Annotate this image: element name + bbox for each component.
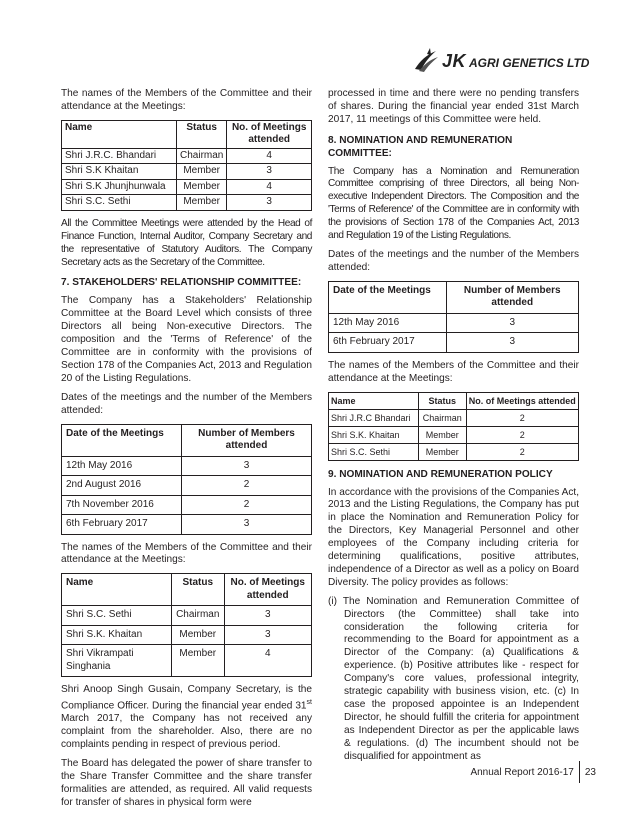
cell: Shri S.C. Sethi	[329, 443, 419, 460]
table-row	[329, 426, 579, 443]
table-row	[62, 164, 312, 180]
cell: Chairman	[419, 409, 467, 426]
table-header-row	[329, 392, 579, 409]
src-attendance-table	[61, 573, 312, 677]
cell: Member	[177, 179, 227, 195]
col-members-attended: Number of Members attended	[182, 424, 312, 456]
cell: Member	[172, 625, 225, 645]
table-header-row	[62, 574, 312, 606]
logo-text	[442, 51, 589, 72]
table-row	[329, 409, 579, 426]
compliance-sup: st	[306, 699, 312, 707]
table-row	[329, 443, 579, 460]
table-row	[62, 148, 312, 164]
cell: 7th November 2016	[62, 495, 182, 515]
leaf-logo-icon	[412, 47, 440, 73]
table-row	[62, 456, 312, 476]
cell: 12th May 2016	[62, 456, 182, 476]
table-row	[329, 313, 579, 333]
col-members-attended: Number of Members attended	[446, 281, 579, 313]
page-footer	[470, 761, 596, 783]
cell: 3	[227, 164, 312, 180]
cell: 4	[227, 148, 312, 164]
col-date: Date of the Meetings	[62, 424, 182, 456]
cell: Shri S.C. Sethi	[62, 195, 177, 211]
cell: 3	[182, 456, 312, 476]
nrc-attendance-intro: The names of the Members of the Committee and their attendance at the Meetings:	[328, 359, 579, 384]
col-name: Name	[329, 392, 419, 409]
compliance-text-b: March 2017, the Company has not received any complaint from the shareholder. Also, there are no complaints pending in respect of previous period.	[61, 713, 312, 751]
cell: Shri S.C. Sethi	[62, 606, 172, 626]
cell: 6th February 2017	[62, 515, 182, 535]
cell: Shri S.K. Khaitan	[62, 625, 172, 645]
cell: 3	[446, 313, 579, 333]
col-name: Name	[62, 120, 177, 148]
cell: 2	[182, 476, 312, 496]
src-attendance-intro: The names of the Members of the Committee and their attendance at the Meetings:	[61, 541, 312, 566]
table-row	[62, 495, 312, 515]
logo-company-name: AGRI GENETICS LTD	[469, 56, 590, 70]
audit-committee-attendance-table	[61, 120, 312, 211]
attendance-intro: The names of the Members of the Committee and their attendance at the Meetings:	[61, 88, 312, 112]
table-row	[62, 476, 312, 496]
left-column	[61, 88, 312, 816]
cell: Shri S.K. Khaitan	[329, 426, 419, 443]
cell: 6th February 2017	[329, 333, 447, 353]
cell: Member	[419, 426, 467, 443]
section-7-paragraph: The Company has a Stakeholders' Relationship Committee at the Board Level which consists of three Directors all being Non-executive Directors. The composition and the 'Terms of Reference' of the Committee are in conformity with the provisions of Section 178 of the Companies Act, 2013 and Regulation 20 of the Listing Regulations.	[61, 295, 312, 384]
table-row	[62, 195, 312, 211]
cell: 4	[227, 179, 312, 195]
table-row	[62, 645, 312, 677]
table-row	[62, 606, 312, 626]
table-header-row	[329, 281, 579, 313]
nrc-dates-intro: Dates of the meetings and the number of the Members attended:	[328, 248, 579, 273]
cell: 3	[446, 333, 579, 353]
cell: 2	[182, 495, 312, 515]
section-9-heading: 9. NOMINATION AND REMUNERATION POLICY	[328, 468, 553, 480]
cell: Shri Vikrampati Singhania	[62, 645, 172, 677]
table-header-row	[62, 120, 312, 148]
cell: 3	[224, 606, 312, 626]
src-meeting-dates-table	[61, 424, 312, 535]
footer-report-title: Annual Report 2016-17	[470, 767, 574, 778]
nrc-attendance-table	[328, 392, 579, 461]
cell: 4	[224, 645, 312, 677]
cell: Shri J.R.C Bhandari	[329, 409, 419, 426]
col-meetings: No. of Meetings attended	[224, 574, 312, 606]
col-meetings: No. of Meetings attended	[227, 120, 312, 148]
cell: Member	[419, 443, 467, 460]
cell: 3	[227, 195, 312, 211]
cell: 3	[182, 515, 312, 535]
cell: Member	[172, 645, 225, 677]
col-status: Status	[172, 574, 225, 606]
cell: 2	[466, 409, 579, 426]
table-header-row	[62, 424, 312, 456]
section-9-paragraph: In accordance with the provisions of the Companies Act, 2013 and the Listing Regulations, the Company has put in place the Nomination and Remuneration Policy for the Directors, Key Managerial Personnel and other employees of the Company including criteria for determining qualifications, positive attributes, independence of a Director as well as a policy on Board Diversity. The policy provides as follows:	[328, 486, 579, 588]
section-8-paragraph: The Company has a Nomination and Remuneration Committee comprising of three Directors, all being Non-executive Independent Directors. The Composition and the 'Terms of Reference' of the Committee are in conformity with the provisions of Section 178 of the Companies Act, 2013 and Regulation 19 of the Listing Regulations.	[328, 165, 579, 242]
col-status: Status	[177, 120, 227, 148]
col-name: Name	[62, 574, 172, 606]
cell: Shri S.K Jhunjhunwala	[62, 179, 177, 195]
cell: Chairman	[172, 606, 225, 626]
table-row	[62, 625, 312, 645]
page-number: 23	[584, 767, 596, 778]
company-logo	[412, 47, 590, 75]
cell: 2	[466, 426, 579, 443]
meeting-dates-intro: Dates of the meetings and the number of the Members attended:	[61, 391, 312, 416]
compliance-text-a: Shri Anoop Singh Gusain, Company Secretary, is the Compliance Officer. During the financial year ended 31	[61, 684, 312, 712]
cell: Chairman	[177, 148, 227, 164]
cell: Member	[177, 195, 227, 211]
cell: Shri S.K Khaitan	[62, 164, 177, 180]
committee-attendance-note: All the Committee Meetings were attended by the Head of Finance Function, Internal Auditor, Company Secretary and the representative of Statutory Auditors. The Company Secretary acts as the Secretary of the Committee.	[61, 217, 312, 268]
footer-divider	[579, 761, 580, 783]
continued-paragraph: processed in time and there were no pending transfers of shares. During the financial year ended 31st March 2017, 11 meetings of this Committee were held.	[328, 88, 579, 125]
right-column	[328, 88, 579, 770]
cell: 2	[466, 443, 579, 460]
col-status: Status	[419, 392, 467, 409]
section-7-heading: 7. STAKEHOLDERS' RELATIONSHIP COMMITTEE:	[61, 277, 302, 289]
table-row	[329, 333, 579, 353]
cell: Member	[177, 164, 227, 180]
table-row	[62, 515, 312, 535]
col-meetings: No. of Meetings attended	[466, 392, 579, 409]
cell: 12th May 2016	[329, 313, 447, 333]
cell: 3	[224, 625, 312, 645]
compliance-officer-paragraph	[61, 684, 312, 752]
cell: Shri J.R.C. Bhandari	[62, 148, 177, 164]
share-transfer-paragraph: The Board has delegated the power of share transfer to the Share Transfer Committee and the share transfer formalities are attended, as required. All valid requests for transfer of shares in physical form were	[61, 758, 312, 808]
cell: 2nd August 2016	[62, 476, 182, 496]
policy-item-i: (i) The Nomination and Remuneration Committee of Directors (the Committee) shall take into consideration the following criteria for recommending to the Board for appointment as a Director of the Company: (a) Qualifications & experience. (b) Positive attributes like - respect for Company's core values, professional integrity, strategic capability with business vision, etc. (c) In case the proposed appointee is an Independent Director, he should fulfill the criteria for appointment as Independent Director as per the applicable laws & regulations. (d) The incumbent should not be disqualified for appointment as	[328, 595, 579, 762]
table-row	[62, 179, 312, 195]
logo-jk: JK	[442, 51, 467, 71]
col-date: Date of the Meetings	[329, 281, 447, 313]
nrc-meeting-dates-table	[328, 281, 579, 353]
section-8-heading: 8. NOMINATION AND REMUNERATION COMMITTEE:	[328, 134, 513, 159]
